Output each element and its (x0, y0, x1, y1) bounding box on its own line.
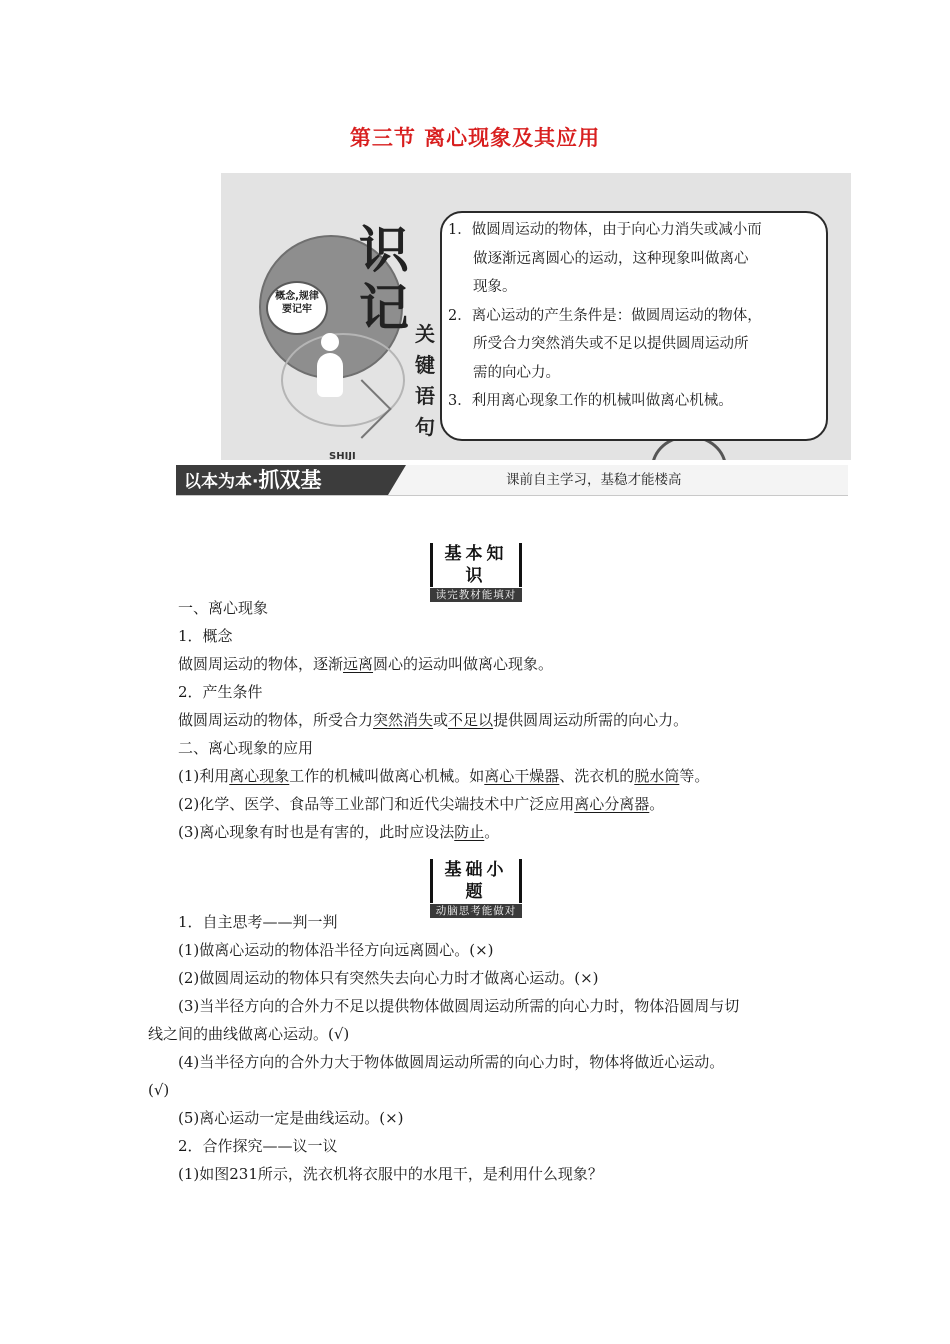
judgement-5: (5)离心运动一定是曲线运动。(×) (178, 1109, 404, 1127)
strip-divider (388, 465, 406, 495)
application-2: (2)化学、医学、食品等工业部门和近代尖端技术中广泛应用离心分离器。 (178, 795, 665, 813)
judgement-4-line2: (√) (148, 1081, 170, 1099)
banner-vertical-label: 关 键 语 句 (415, 322, 435, 439)
strip-subtitle: 课前自主学习，基稳才能楼高 (506, 472, 682, 488)
banner-pinyin: SHIJI (329, 451, 356, 460)
key-point-1: 1．做圆周运动的物体，由于向心力消失或减小而 做逐渐远离圆心的运动，这种现象叫做离心 现象。 (448, 222, 762, 295)
person-icon-body (317, 353, 343, 397)
person-icon-head (321, 333, 339, 351)
key-point-2: 2．离心运动的产生条件是：做圆周运动的物体， 所受合力突然消失或不足以提供圆周运动所 需的向心力。 (448, 307, 762, 381)
key-sentences-banner (221, 173, 851, 460)
judgement-3-line1: (3)当半径方向的合外力不足以提供物体做圆周运动所需的向心力时，物体沿圆周与切 (178, 997, 740, 1015)
application-3: (3)离心现象有时也是有害的，此时应设法防止。 (178, 823, 500, 841)
section-heading-basic-knowledge: 基本知识 读完教材能填对 (430, 543, 522, 602)
section-strip (176, 465, 848, 496)
key-points-box (440, 211, 828, 441)
judgement-1: (1)做离心运动的物体沿半径方向远离圆心。(×) (178, 941, 494, 959)
subheading-concept: 1．概念 (178, 627, 233, 645)
speech-bubble: 概念,规律 要记牢 (266, 281, 328, 335)
heading-centrifugal-phenomenon: 一、离心现象 (178, 599, 269, 617)
judgement-4-line1: (4)当半径方向的合外力大于物体做圆周运动所需的向心力时，物体将做近心运动。 (178, 1053, 725, 1071)
concept-text: 做圆周运动的物体，逐渐远离圆心的运动叫做离心现象。 (178, 655, 554, 673)
application-1: (1)利用离心现象工作的机械叫做离心机械。如离心干燥器、洗衣机的脱水筒等。 (178, 767, 710, 785)
banner-char-ji: 记 (359, 279, 409, 337)
section-heading-basic-questions: 基础小题 动脑思考能做对 (430, 859, 522, 918)
banner-char-shi: 识 (359, 221, 409, 279)
subheading-condition: 2．产生条件 (178, 683, 263, 701)
strip-label: 以本为本·抓双基 (176, 465, 388, 495)
heading-applications: 二、离心现象的应用 (178, 739, 314, 757)
judgement-2: (2)做圆周运动的物体只有突然失去向心力时才做离心运动。(×) (178, 969, 599, 987)
question-2-heading: 2．合作探究——议一议 (178, 1137, 338, 1155)
judgement-3-line2: 线之间的曲线做离心运动。(√) (148, 1025, 350, 1043)
page-title: 第三节 离心现象及其应用 (349, 126, 601, 150)
question-1-heading: 1．自主思考——判一判 (178, 913, 338, 931)
key-point-3: 3．利用离心现象工作的机械叫做离心机械。 (448, 393, 733, 409)
condition-text: 做圆周运动的物体，所受合力突然消失或不足以提供圆周运动所需的向心力。 (178, 711, 689, 729)
discussion-1: (1)如图231所示，洗衣机将衣服中的水甩干，是利用什么现象？ (178, 1165, 603, 1183)
